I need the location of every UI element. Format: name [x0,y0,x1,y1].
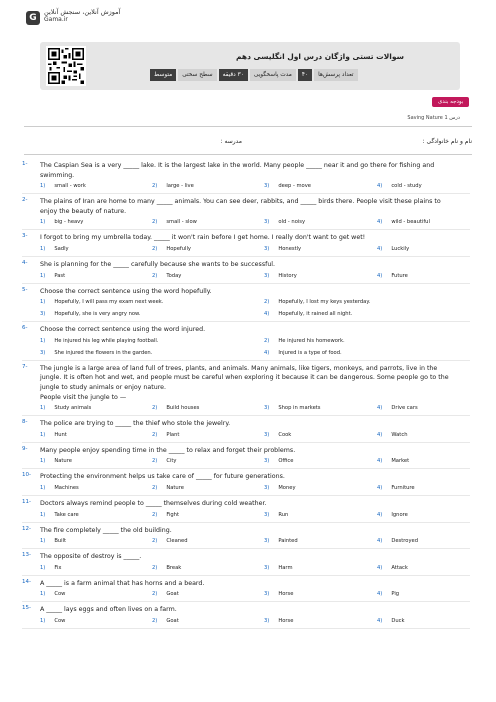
option-number: 3) [264,511,270,518]
option-label: Hopefully, she is very angry now. [54,311,141,318]
answer-option[interactable] [377,183,422,190]
answer-option[interactable] [152,512,179,519]
answer-option[interactable] [40,432,67,439]
answer-option[interactable] [152,618,179,625]
option-label: Harm [278,564,293,571]
answer-option[interactable] [152,432,179,439]
brand [26,8,120,25]
question-divider [22,229,470,230]
option-label: Nature [166,484,184,491]
budget-tag: بودجه بندی [432,97,469,107]
option-number: 3) [264,484,270,491]
answer-option[interactable] [377,538,418,545]
option-label: Hopefully [166,245,191,252]
option-label: Hopefully, I will pass my exam next week. [54,299,164,306]
answer-option[interactable] [40,338,158,345]
option-label: Sadly [54,245,69,252]
question-divider [22,442,470,443]
option-label: Watch [391,431,408,438]
question-number: 5- [22,286,28,293]
option-number: 2) [152,484,158,491]
question-text: The jungle is a large area of land full of trees, plants, and animals. Many animals, like tigers, monkeys, and parrots, live in the [40,364,438,372]
option-label: Pig [391,591,400,598]
option-label: Fix [54,564,62,571]
option-label: wild - beautiful [391,219,430,226]
question-text: swimming. [40,171,75,179]
option-label: Luckily [391,245,410,252]
option-number: 4) [377,245,383,252]
option-label: Cleaned [166,538,188,545]
exam-header [40,42,460,90]
question-divider [22,256,470,257]
question-text: The plains of Iran are home to many _____ animals. You can see deer, rabbits, and _____ birds there. People visit these plains to [40,198,441,206]
option-number: 2) [152,245,158,252]
exam-title: سوالات تستی واژگان درس اول انگلیسی دهم [236,52,404,61]
exam-info-row [150,69,358,81]
question-text: A _____ is a farm animal that has horns and a beard. [40,579,205,587]
answer-option[interactable] [264,273,297,280]
option-number: 2) [152,405,158,412]
option-number: 2) [264,299,270,306]
question-number: 9- [22,445,28,452]
option-number: 3) [264,245,270,252]
option-label: Study animals [54,405,92,412]
option-number: 3) [264,272,270,279]
option-label: Hopefully, I lost my keys yesterday. [278,299,371,306]
answer-option[interactable] [264,338,345,345]
question-number: 7- [22,363,28,370]
answer-option[interactable] [152,246,191,253]
answer-option[interactable] [40,350,152,357]
question-number: 12- [22,525,31,532]
student-name-label[interactable]: نام و نام خانوادگی : [422,138,472,145]
option-number: 2) [152,431,158,438]
student-info-row [24,138,472,148]
option-label: Injured is a type of food. [278,349,342,356]
option-number: 4) [377,219,383,226]
option-label: small - work [54,183,86,190]
question-divider [22,522,470,523]
answer-option[interactable] [264,591,293,598]
option-number: 4) [377,458,383,465]
question-number: 14- [22,578,31,585]
option-label: big - heavy [54,219,84,226]
option-label: Attack [391,564,408,571]
option-label: Run [278,511,289,518]
gama-logo-icon: G [26,11,40,25]
brand-name: آموزش آنلاین، سنجش آنلاین [44,8,121,16]
answer-option[interactable] [377,458,409,465]
answer-option[interactable] [152,538,188,545]
question-count-value: ۴۰ [298,69,312,81]
question-divider [22,575,470,576]
answer-option[interactable] [152,458,177,465]
answer-option[interactable] [40,565,61,572]
answer-option[interactable] [152,405,199,412]
answer-option[interactable] [377,432,407,439]
lesson-label: درس 1 Saving Nature [407,115,460,121]
option-number: 2) [152,511,158,518]
option-label: Cow [54,591,66,598]
option-label: Cow [54,617,66,624]
option-number: 4) [264,311,270,318]
question-number: 10- [22,472,31,479]
answer-option[interactable] [40,299,163,306]
brand-text [44,8,120,23]
answer-option[interactable] [377,618,404,625]
question-number: 8- [22,419,28,426]
option-label: Horse [278,617,294,624]
duration-value: ۳۰ دقیقه [219,69,248,81]
question-divider [22,468,470,469]
question-divider [22,283,470,284]
option-number: 3) [264,405,270,412]
option-number: 4) [377,405,383,412]
option-label: cold - study [391,183,422,190]
option-number: 1) [40,458,46,465]
answer-option[interactable] [264,299,370,306]
question-text: People visit the jungle to — [40,393,127,401]
answer-option[interactable] [40,183,86,190]
option-label: Drive cars [391,405,418,412]
option-label: small - slow [166,219,197,226]
question-number: 2- [22,197,28,204]
difficulty-value: متوسط [150,69,176,81]
option-label: Plant [166,431,180,438]
option-label: Built [54,538,67,545]
option-number: 3) [264,617,270,624]
option-number: 1) [40,591,46,598]
option-label: Hopefully, it rained all night. [278,311,353,318]
option-number: 4) [377,484,383,491]
option-number: 1) [40,219,46,226]
option-number: 4) [377,272,383,279]
option-number: 1) [40,183,46,190]
qr-code-icon[interactable] [46,46,86,86]
option-number: 1) [40,299,46,306]
option-label: Break [166,564,182,571]
divider [24,154,472,155]
option-number: 4) [377,564,383,571]
question-text: A _____ lays eggs and often lives on a farm. [40,606,177,614]
answer-option[interactable] [264,350,342,357]
question-divider [22,601,470,602]
option-label: He injured his leg while playing football. [54,337,159,344]
question-divider [22,321,470,322]
option-number: 4) [264,349,270,356]
option-label: Goat [166,617,179,624]
difficulty-label: سطح سختی [178,69,216,81]
option-number: 2) [152,538,158,545]
answer-option[interactable] [40,618,65,625]
option-label: Painted [278,538,298,545]
option-number: 1) [40,431,46,438]
option-number: 4) [377,183,383,190]
option-number: 1) [40,511,46,518]
option-number: 3) [264,219,270,226]
option-number: 3) [264,564,270,571]
question-count-label: تعداد پرسش‌ها [314,69,357,81]
answer-option[interactable] [152,183,194,190]
answer-option[interactable] [377,591,399,598]
option-label: Furniture [391,484,415,491]
option-number: 2) [152,591,158,598]
option-number: 1) [40,484,46,491]
option-number: 4) [377,591,383,598]
question-divider [22,360,470,361]
option-number: 4) [377,538,383,545]
answer-option[interactable] [40,311,140,318]
question-text: jungle. It is often hot and wet, and people must be careful when exploring it because it can be dangerous. Some people go to the [40,374,449,382]
option-number: 3) [264,183,270,190]
option-label: Office [278,458,294,465]
answer-option[interactable] [377,485,415,492]
option-label: Destroyed [391,538,418,545]
answer-option[interactable] [264,405,321,412]
answer-option[interactable] [264,219,305,226]
option-number: 3) [40,349,46,356]
answer-option[interactable] [377,565,408,572]
option-label: Market [391,458,410,465]
option-number: 4) [377,431,383,438]
answer-option[interactable] [264,458,293,465]
answer-option[interactable] [152,591,179,598]
question-text: I forgot to bring my umbrella today. _____ it won't rain before I get home. I really don't want to get wet! [40,234,366,242]
option-number: 1) [40,405,46,412]
answer-option[interactable] [264,246,301,253]
answer-option[interactable] [152,485,184,492]
option-label: City [166,458,177,465]
option-label: Money [278,484,296,491]
option-label: Duck [391,617,405,624]
question-number: 3- [22,233,28,240]
question-number: 11- [22,499,31,505]
option-number: 2) [152,564,158,571]
answer-option[interactable] [377,219,430,226]
question-text: The police are trying to _____ the thief who stole the jewelry. [40,420,231,428]
option-label: Shop in markets [278,405,321,412]
question-text: Choose the correct sentence using the word hopefully. [40,287,212,295]
option-number: 3) [264,538,270,545]
option-number: 1) [40,617,46,624]
question-number: 15- [22,605,31,612]
question-text: jungle to study animals or enjoy nature. [40,383,167,391]
brand-site[interactable]: Gama.ir [44,16,68,23]
question-text: Doctors always remind people to _____ themselves during cold weather. [40,500,267,507]
question-divider [22,495,470,496]
answer-option[interactable] [152,219,197,226]
option-number: 2) [152,617,158,624]
answer-option[interactable] [264,432,291,439]
divider [24,126,472,127]
question-number: 6- [22,325,28,332]
option-number: 2) [152,219,158,226]
question-text: She is planning for the _____ carefully because she wants to be successful. [40,261,276,268]
option-number: 2) [152,458,158,465]
option-label: Horse [278,591,294,598]
answer-option[interactable] [152,273,181,280]
answer-option[interactable] [40,512,79,519]
answer-option[interactable] [264,485,296,492]
answer-option[interactable] [377,512,408,519]
option-label: Hunt [54,431,67,438]
option-number: 1) [40,337,46,344]
option-number: 1) [40,272,46,279]
answer-option[interactable] [264,311,352,318]
option-label: old - noisy [278,219,306,226]
option-label: Machines [54,484,79,491]
option-label: Goat [166,591,179,598]
option-number: 1) [40,538,46,545]
answer-option[interactable] [377,405,418,412]
option-label: She injured the flowers in the garden. [54,349,153,356]
question-text: The Caspian Sea is a very _____ lake. It is the largest lake in the world. Many people _____ near it and go there for fishing and [40,162,435,169]
answer-option[interactable] [40,219,83,226]
option-label: Build houses [166,405,200,412]
option-label: Today [166,272,182,279]
answer-option[interactable] [264,538,298,545]
question-divider [22,193,470,194]
answer-option[interactable] [40,538,66,545]
option-label: Honestly [278,245,302,252]
option-number: 1) [40,245,46,252]
question-text: Choose the correct sentence using the word injured. [40,326,206,334]
option-number: 4) [377,511,383,518]
question-text: Protecting the environment helps us take care of _____ for future generations. [40,473,285,481]
option-label: Ignore [391,511,408,518]
option-label: He injured his homework. [278,337,345,344]
question-text: The opposite of destroy is _____. [40,553,142,561]
question-divider [22,548,470,549]
option-number: 1) [40,564,46,571]
option-number: 2) [152,272,158,279]
question-text: Many people enjoy spending time in the _____ to relax and forget their problems. [40,446,296,454]
option-number: 3) [264,458,270,465]
answer-option[interactable] [40,458,72,465]
option-number: 2) [264,337,270,344]
answer-option[interactable] [40,485,79,492]
answer-option[interactable] [40,405,91,412]
option-label: Future [391,272,408,279]
option-number: 2) [152,183,158,190]
option-label: deep - move [278,183,311,190]
answer-option[interactable] [152,565,181,572]
answer-option[interactable] [264,618,293,625]
option-number: 3) [264,591,270,598]
option-label: Cook [278,431,292,438]
question-number: 4- [22,260,28,266]
option-label: Nature [54,458,72,465]
option-label: large - live [166,183,194,190]
answer-option[interactable] [264,512,288,519]
answer-option[interactable] [40,591,65,598]
question-divider [22,628,470,629]
answer-option[interactable] [264,183,311,190]
answer-option[interactable] [40,246,69,253]
question-text: The fire completely _____ the old building. [40,526,172,534]
question-divider [22,415,470,416]
answer-option[interactable] [377,246,409,253]
question-number: 13- [22,552,31,559]
answer-option[interactable] [377,273,408,280]
school-label[interactable]: مدرسه : [220,138,242,145]
option-label: History [278,272,297,279]
answer-option[interactable] [40,273,65,280]
option-number: 4) [377,617,383,624]
option-label: Fight [166,511,179,518]
option-number: 3) [40,311,46,318]
duration-label: مدت پاسخگویی [250,69,296,81]
option-number: 3) [264,431,270,438]
answer-option[interactable] [264,565,293,572]
question-text: enjoy the beauty of nature. [40,207,127,215]
option-label: Past [54,272,66,279]
option-label: Take care [54,511,79,518]
question-number: 1- [22,161,28,167]
